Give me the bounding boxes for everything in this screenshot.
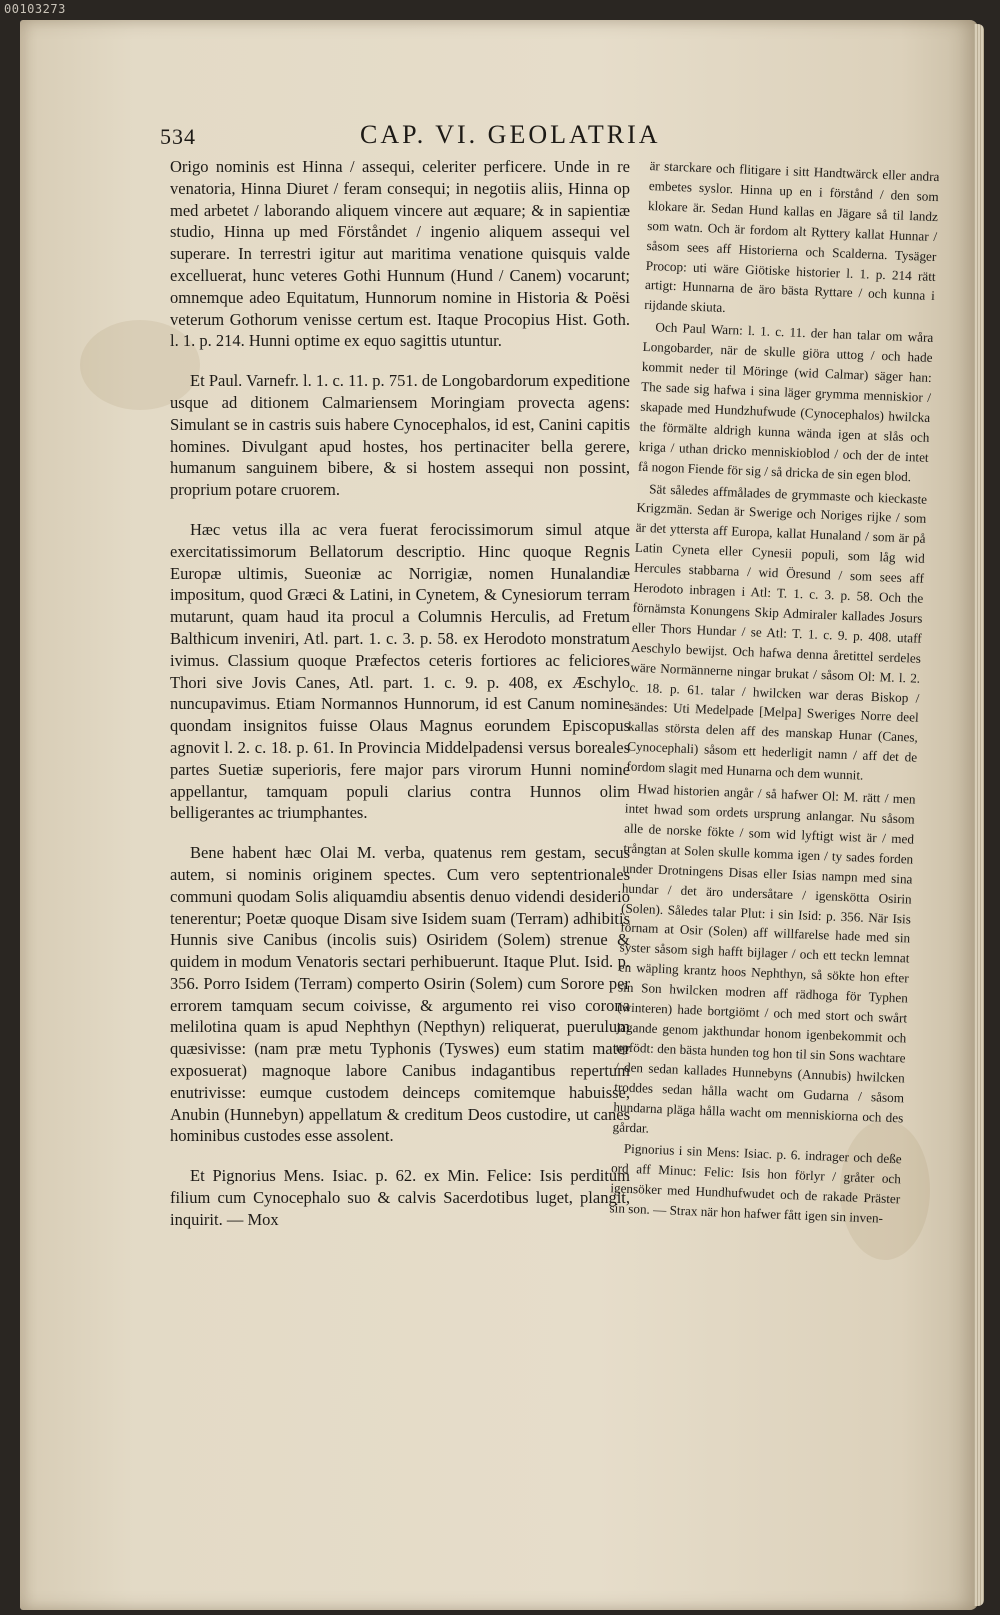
latin-paragraph: Origo nominis est Hinna / assequi, celeriter perficere. Unde in re venatoria, Hinna Diuret / feram consequi; in negotiis aliis, Hinna op med arbetet / laborando aliquem vincere aut æquare; & in sapientiæ studio, Hinna up med Förståndet / ingenio aliquem assequi vel superare. In terrestri igitur aut maritima venatione quisquis valde excelluerat, hunc veteres Gothi Hunnum (Hund / Canem) vocarunt; omnemque adeo Equitatum, Hunnorum nomine in Historia & Poësi veterum Gothorum venisse certum est. Itaque Procopius Hist. Goth. l. 1. p. 214. Hunni optime ex equo sagittis utuntur.	[170, 157, 630, 351]
latin-paragraph: Et Paul. Varnefr. l. 1. c. 11. p. 751. de Longobardorum expeditione usque ad ditionem Calmariensem Moringiam provecta agens: Simulant se in castris suis habere Cynocephalos, id est, Canini capitis homines. Divulgant apud hostes, hos pertinaciter bella gerere, humanum sanguinem bibere, & si hostem assequi non possint, proprium potare cruorem.	[170, 371, 630, 500]
latin-paragraph: Et Pignorius Mens. Isiac. p. 62. ex Min. Felice: Isis perditum filium cum Cynocephalo suo & calvis Sacerdotibus luget, plangit, inquirit. — Mox	[170, 1166, 630, 1229]
swedish-paragraph: Sät således affmålades de grymmaste och kieckaste Krigzmän. Sedan är Swerige och Noriges rijke / som är det yttersta aff Europa, kallat Hunaland / som är på Latin Cyneta eller Cynesii populi, som låg wid Hercules stabbarna / wid Öresund / som sees aff Herodoto inbragen i Atl: T. 1. c. 3. p. 58. Och the förnämsta Konungens Skip Admiraler kallades Josurs eller Thors Hundar / se Atl: T. 1. c. 9. p. 408. utaff Aeschylo bewijst. Och hafwa denna åretittel serdeles wäre Normännerne ningar brukat / såsom Ol: M. l. 2. c. 18. p. 61. talar / hwilcken war deras Biskop / sändes: Uti Medelpade [Melpa] Sweriges Norre deel kallas största delen aff des manskap Hunar (Canes, Cynocephali) såsom ett hederligit namn / aff det de fordom slagit med Hunarna och dem wunnit.	[626, 480, 928, 783]
latin-column	[170, 156, 630, 1249]
swedish-paragraph: Pignorius i sin Mens: Isiac. p. 6. indrager och deße ord aff Minuc: Felic: Isis hon förlyr / gråter och igensöker med Hundhufwudet och de rakade Präster sin son. — Strax när hon hafwer fått igen sin inven-	[609, 1141, 902, 1226]
swedish-paragraph: Hwad historien angår / så hafwer Ol: M. rätt / men intet hwad som ordets ursprung anlangar. Nu såsom alle de norske fökte / som wid lyftigt wist är / med trångtan at Solen skulle komma igen / ty sades forden under Drotningens Disas eller Isias nampn med sina hundar / det äro undersåtare / igenskötta Osirin (Solen). Således talar Plut: i sin Isid: p. 356. När Isis förnam at Osir (Solen) aff willfarelse hade med sin syster såsom sigh hafft bijlager / och ett teckn lemnat en wäpling krantz hoos Nephthyn, så sökte hon efter sin Son hwilcken modren aff rädhoga för Typhen (winteren) hade bortgiömt / och med stort och swårt jagande genom jakthundar honom igenbekommit och upfödt: den bästa hunden tog hon til sin Sons wachtare / den sedan kallades Hunnebyns (Annubis) hwilcken troddes sedan hålla wacht om Gudarna / såsom hundarna pläga hålla wacht om menniskiorna och des gårdar.	[612, 781, 916, 1136]
page-header	[160, 120, 720, 154]
latin-paragraph: Bene habent hæc Olai M. verba, quatenus rem gestam, secus autem, si nominis originem spectes. Cum vero septentrionales communi quodam Solis aliquamdiu absentis denuo videndi desiderio tenerentur; Poetæ quoque Disam sive Isidem suam (Terram) adhibitis Hunnis sive Canibus (incolis suis) Osiridem (Solem) strenue & quidem in modum Venatoris sectari perhibuerunt. Itaque Plut. Isid. p. 356. Porro Isidem (Terram) comperto Osirin (Solem) cum Sorore per errorem tamquam secum coivisse, & argumento rei viso corona melilotina quam is apud Nephthyn (Nepthyn) reliquerat, puerulum quæsivisse: (nam præ metu Typhonis (Tyswes) eum statim mater exposuerat) magnoque labore Canibus indagantibus repertum enutrivisse: eumque custodem deinceps comitemque habuisse, Anubin (Hunnebyn) appellatum & creditum Deos custodire, ut canes hominibus custodes esse assolent.	[170, 843, 630, 1146]
archive-id: 00103273	[4, 2, 66, 16]
latin-paragraph: Hæc vetus illa ac vera fuerat ferocissimorum simul atque exercitatissimorum Bellatorum descriptio. Hinc quoque Regnis Europæ ultimis, Sueoniæ ac Norrigiæ, nomen Hunalandiæ impositum, quod Græci & Latini, in Cynetem, & Cynesiorum terram mutarunt, quam haud ita procul a Columnis Herculis, ad Fretum Balthicum inveniri, Atl. part. 1. c. 3. p. 58. ex Herodoto monstratum ivimus. Classium quoque Præfectos ceteris fortiores ac feliciores Thori sive Jovis Canes, Atl. part. 1. c. 9. p. 408, ex Æschylo nuncupavimus. Etiam Normannos Hunnorum, id est Canum nomine quondam insignitos fuisse Olaus Magnus eorundem Episcopus agnovit l. 2. c. 18. p. 61. In Provincia Middelpadensi versus boreales partes Suetiæ superioris, fere major pars virorum Hunni nomine appellantur, tamquam populi clarius contra Hunnos olim belligerantes ac triumphantes.	[170, 519, 630, 823]
swedish-paragraph: Och Paul Warn: l. 1. c. 11. der han talar om wåra Longobarder, när de skulle giöra uttog / och hade kommit neder til Möringe (wid Calmar) säger han: The sade sig hafwa i sina läger grymma menniskior / skapade med Hundzhufwude (Cynocephalos) hwilcka the förmälte aldrigh kunna wända igen at slås och kriga / uthan dricko menniskioblod / och der de intet få nogon Fiende för sig / så dricka de sin egen blod.	[637, 319, 934, 484]
book-page	[20, 20, 978, 1610]
swedish-column	[609, 156, 940, 1231]
page-number: 534	[160, 124, 196, 149]
swedish-paragraph: är starckare och flitigare i sitt Handtwärck eller andra embetes syslor. Hinna up en i förstånd / den som klokare är. Sedan Hund kallas en Jägare så til landz som watn. Och är fordom alt Ryttery kallat Hunnar / såsom sees aff Historierna och Scalderna. Tysäger Procop: uti wäre Giötiske historier l. 1. p. 214 rätt artigt: Hunnarna de äro bästa Ryttare / och kunna i rijdande skiuta.	[643, 157, 940, 316]
running-title: CAP. VI. GEOLATRIA	[360, 120, 661, 149]
page-edge	[974, 24, 984, 1606]
